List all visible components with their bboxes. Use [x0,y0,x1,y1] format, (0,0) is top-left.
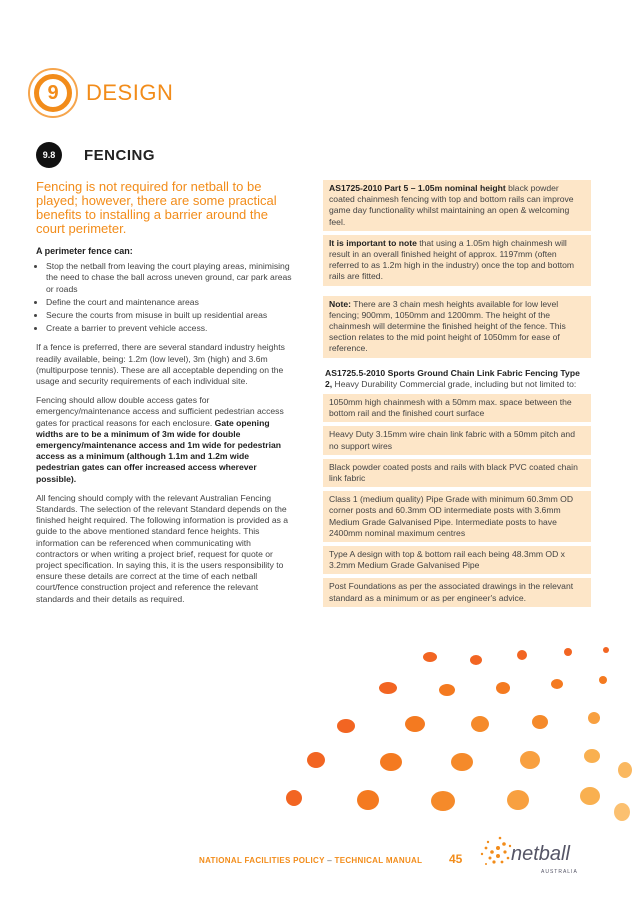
box-heading: Note: [329,298,351,309]
footer-manual: TECHNICAL MANUAL [334,856,423,865]
heights-paragraph: If a fence is preferred, there are several standard industry heights readily available, being: 1.2m (low level), 3m (high) and 3.6m (multipurpose tennis). These are all acceptable depending on the usage and security requirements of each individual site. [36,342,285,387]
logo-subtext: AUSTRALIA [541,869,578,875]
logo-text: netball [511,843,570,865]
box-text: black powder coated chainmesh fencing with top and bottom rails can improve game day functionality whilst maintaining an open & welcoming feel. [329,183,574,227]
footer-title [199,856,422,865]
section-title: FENCING [84,146,155,164]
chapter-number: 9 [47,81,59,104]
footer-separator: – [324,856,335,865]
list-item: • Create a barrier to prevent vehicle access. [46,323,294,334]
page-number: 45 [449,852,463,866]
netball-logo [479,843,578,875]
list-item: • Define the court and maintenance areas [46,297,294,308]
spec-item: Post Foundations as per the associated drawings in the relevant standard as a minimum or as per engineer's advice. [323,578,591,606]
chapter-title: DESIGN [86,80,174,105]
gates-text: Fencing should allow double access gates for emergency/maintenance access and sufficient pedestrian access gates for practical reasons for each enclosure. [36,395,284,428]
spec-item: Black powder coated posts and rails with black PVC coated chain link fabric [323,459,591,487]
spec-item: 1050mm high chainmesh with a 50mm max. space between the bottom rail and the finished court surface [323,394,591,422]
box-heading: It is important to note [329,237,417,248]
intro-text: Fencing is not required for netball to be played; however, there are some practical benefits to installing a barrier around the court perimeter. [36,179,277,236]
spec-item: Type A design with top & bottom rail each being 48.3mm OD x 3.2mm Medium Grade Galvanised Pipe [323,546,591,574]
box-text: that using a 1.05m high chainmesh will result in an overall finished height of approx. 1197mm (often referred to as 1.2m high in the industry) once the top and bottom rails are fitted. [329,237,575,282]
standards-paragraph: All fencing should comply with the relevant Australian Fencing Standards. The selection of the relevant Standard depends on the finished height required. The following information is provided as a guide to the above mentioned standard fence heights. This information can be referenced when communicating with contractors or when writing a project brief, request for quote or project specification. In saying this, it is the users responsibility to ensure these details are correct at the time of each netball court/fence construction project and reference the relevant standards and their details as required. [36,492,289,604]
box-heading: AS1725-2010 Part 5 – 1.05m nominal height [329,183,506,193]
spec-standard: AS1725.5-2010 Sports Ground Chain Link Fabric Fencing Type 2, [325,367,580,389]
list-item: • Secure the courts from misuse in built up residential areas [46,310,294,321]
box-text: There are 3 chain mesh heights available for low level fencing; 900mm, 1050mm and 1200mm. The height of the chainmesh will determine the finished height of the fence. This section relates to the mid point height of 1050mm for ease of reference. [329,298,566,354]
gates-requirement: Gate opening widths are to be a minimum of 3m wide for double emergency/maintenance access and 1m wide for pedestrian access as a minimum (although 1.1m and 1.2m wide pedestrian gates can offer increased access wherever possible). [36,417,282,484]
footer-policy: NATIONAL FACILITIES POLICY [199,856,325,865]
spec-item: Class 1 (medium quality) Pipe Grade with minimum 60.3mm OD corner posts and 60.3mm OD intermediate posts with 3.6mm Medium Grade Galvanised Pipe. Intermediate posts to have 2400mm nominal maximum centres [323,491,591,542]
section-number-badge: 9.8 [36,142,62,168]
spec-item: Heavy Duty 3.15mm wire chain link fabric with a 50mm pitch and no support wires [323,426,591,454]
perimeter-subhead: A perimeter fence can: [36,246,133,256]
list-item: • Stop the netball from leaving the court playing areas, minimising the need to chase the ball across uneven ground, car park areas or roads [46,261,294,295]
spec-description: Heavy Durability Commercial grade, including but not limited to: [332,378,577,389]
